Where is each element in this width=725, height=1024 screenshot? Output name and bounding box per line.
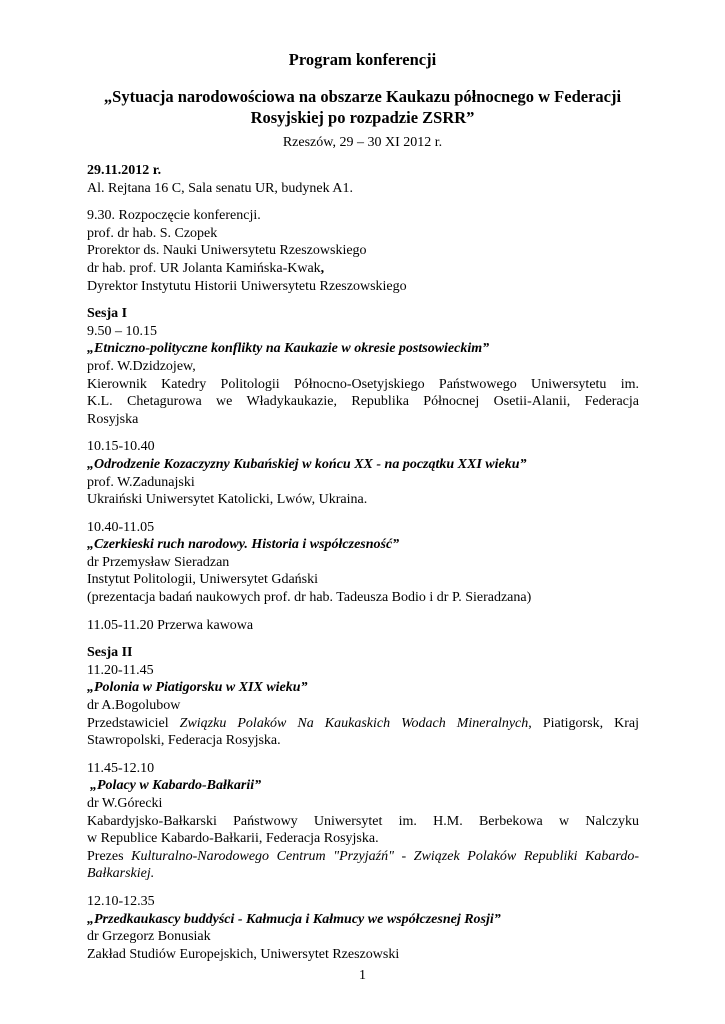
organization-name: Kulturalno-Narodowego Centrum "Przyjaźń" - Związek Polaków Republiki Kabardo- — [131, 848, 639, 864]
opening-speaker-2 — [87, 260, 639, 278]
day-venue: Al. Rejtana 16 C, Sala senatu UR, budynek A1. — [87, 180, 353, 196]
talk-affiliation: Rosyjska — [87, 411, 139, 427]
talk-affiliation: Instytut Politologii, Uniwersytet Gdański — [87, 572, 318, 588]
talk-speaker: prof. W.Dzidzojew, — [87, 358, 196, 374]
page-title: Program konferencji — [288, 50, 437, 69]
session-1-talk-1 — [87, 305, 639, 428]
opening-speaker-1: prof. dr hab. S. Czopek — [87, 225, 218, 241]
talk-speaker: dr A.Bogolubow — [87, 698, 181, 714]
organization-name-cont: Bałkarskiej. — [87, 866, 155, 882]
talk-affiliation: Kierownik Katedry Politologii Północno-Osetyjskiego Państwowego Uniwersytetu im. — [87, 376, 639, 392]
talk-affiliation: Stawropolski, Federacja Rosyjska. — [87, 733, 281, 749]
affiliation-suffix: , Piatigorsk, Kraj — [528, 715, 639, 731]
talk-affiliation: (prezentacja badań naukowych prof. dr hab. Tadeusza Bodio i dr P. Sieradzana) — [87, 590, 532, 606]
talk-affiliation — [87, 848, 639, 866]
program-body — [87, 162, 639, 973]
talk-time: 10.15-10.40 — [87, 439, 155, 455]
talk-title: „Odrodzenie Kozaczyzny Kubańskiej w końcu XX - na początku XXI wieku” — [87, 456, 527, 472]
talk-title: „Przedkaukascy buddyści - Kałmucja i Kałmucy we współczesnej Rosji” — [87, 911, 501, 927]
talk-title: „Etniczno-polityczne konflikty na Kaukazie w okresie postsowieckim” — [87, 341, 490, 357]
session-2-talk-1 — [87, 644, 639, 750]
talk-affiliation — [87, 715, 639, 733]
session-1-heading: Sesja I — [87, 306, 128, 322]
talk-time: 10.40-11.05 — [87, 519, 155, 535]
talk-time: 11.45-12.10 — [87, 760, 155, 776]
coffee-break — [87, 617, 639, 635]
talk-affiliation: Ukraiński Uniwersytet Katolicki, Lwów, Ukraina. — [87, 492, 368, 508]
talk-speaker: prof. W.Zadunajski — [87, 474, 195, 490]
opening-speaker-2-comma: , — [320, 260, 325, 276]
talk-time: 9.50 – 10.15 — [87, 323, 157, 339]
conference-title-line-1: „Sytuacja narodowościowa na obszarze Kaukazu północnego w Federacji — [103, 87, 622, 106]
talk-affiliation: Zakład Studiów Europejskich, Uniwersytet Rzeszowski — [87, 946, 400, 962]
page-number: 1 — [359, 968, 366, 983]
opening-block — [87, 207, 639, 295]
talk-title: „Czerkieski ruch narodowy. Historia i współczesność” — [87, 537, 400, 553]
place-date: Rzeszów, 29 – 30 XI 2012 r. — [282, 135, 443, 150]
opening-time: 9.30. Rozpoczęcie konferencji. — [87, 208, 261, 224]
talk-title: „Polacy w Kabardo-Bałkarii” — [90, 778, 262, 794]
day-date: 29.11.2012 r. — [87, 163, 162, 178]
talk-time: 11.20-11.45 — [87, 662, 154, 678]
talk-affiliation: K.L. Chetagurowa we Władykaukazie, Republika Północnej Osetii-Alanii, Federacja — [87, 394, 639, 410]
opening-role-1: Prorektor ds. Nauki Uniwersytetu Rzeszowskiego — [87, 243, 367, 259]
talk-affiliation: w Republice Kabardo-Bałkarii, Federacja Rosyjska. — [87, 831, 379, 847]
session-2-heading: Sesja II — [87, 645, 133, 661]
talk-time: 12.10-12.35 — [87, 893, 155, 909]
talk-speaker: dr Przemysław Sieradzan — [87, 554, 230, 570]
opening-role-2: Dyrektor Instytutu Historii Uniwersytetu Rzeszowskiego — [87, 278, 407, 294]
talk-speaker: dr Grzegorz Bonusiak — [87, 929, 211, 945]
talk-speaker: dr W.Górecki — [87, 796, 163, 811]
session-2-talk-2 — [87, 760, 639, 883]
session-2-talk-3 — [87, 893, 639, 963]
affiliation-prefix: Prezes — [87, 848, 132, 864]
affiliation-prefix: Przedstawiciel — [87, 715, 180, 731]
session-1-talk-3 — [87, 519, 639, 607]
organization-name: Związku Polaków Na Kaukaskich Wodach Mineralnych — [179, 715, 529, 731]
talk-title: „Polonia w Piatigorsku w XIX wieku” — [87, 680, 308, 696]
coffee-break-label: 11.05-11.20 Przerwa kawowa — [87, 617, 254, 633]
talk-affiliation: Kabardyjsko-Bałkarski Państwowy Uniwersytet im. H.M. Berbekowa w Nalczyku — [87, 813, 639, 829]
day-header — [87, 162, 639, 197]
opening-speaker-2-name: dr hab. prof. UR Jolanta Kamińska-Kwak — [87, 260, 321, 276]
conference-title — [0, 86, 725, 128]
session-1-talk-2 — [87, 438, 639, 508]
conference-title-line-2: Rosyjskiej po rozpadzie ZSRR” — [250, 108, 475, 127]
